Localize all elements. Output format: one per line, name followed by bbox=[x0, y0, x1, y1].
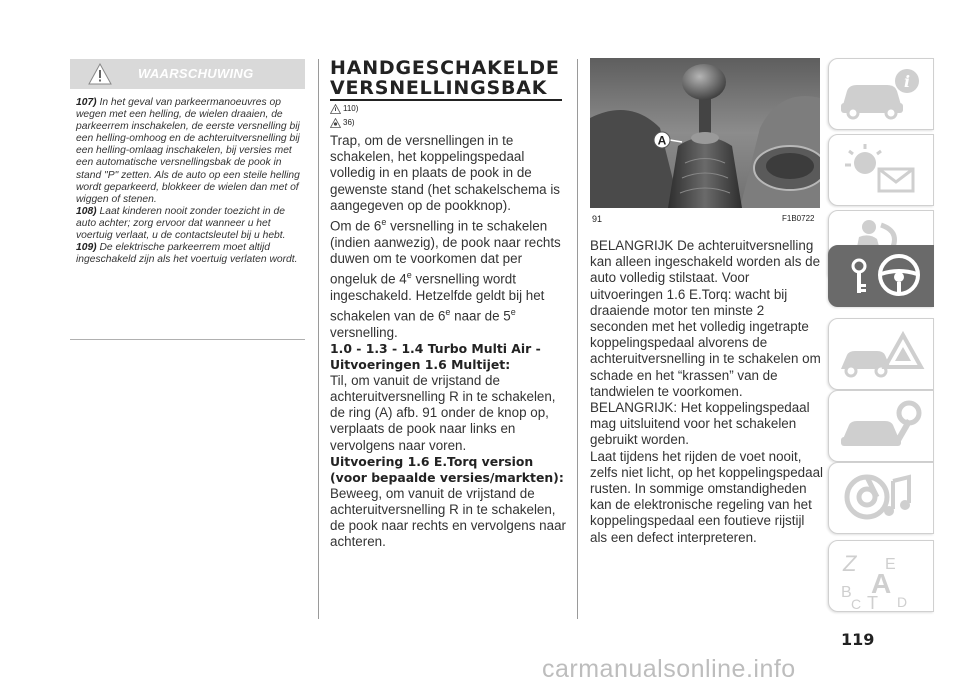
watermark: carmanualsonline.info bbox=[542, 655, 796, 683]
tab-multimedia[interactable] bbox=[828, 462, 934, 534]
maintenance-icon bbox=[837, 397, 927, 453]
section-title-line: VERSNELLINGSBAK bbox=[330, 77, 548, 99]
warning-item-text: Laat kinderen nooit zonder toezicht in de auto achter; zorg ervoor dat wanneer u het voertuig verlaat, u de contactsleutel bij u hebt. bbox=[76, 205, 286, 242]
warning-box bbox=[70, 89, 305, 340]
warning-lights-icon bbox=[837, 141, 927, 197]
subheading: Uitvoering 1.6 E.Torq version (voor bepaalde versies/markten): bbox=[330, 453, 564, 485]
warning-item-number: 107) bbox=[76, 97, 97, 108]
paragraph: Trap, om de versnellingen in te schakelen, het koppelingspedaal volledig in en plaats de pook in de gewenste stand (het schakelschema is aangegeven op de pookknop). bbox=[330, 133, 560, 213]
index-letter: C bbox=[851, 596, 862, 611]
column-divider bbox=[318, 59, 319, 619]
tab-emergency[interactable] bbox=[828, 318, 934, 390]
figure-code: F1B0722 bbox=[782, 214, 815, 223]
gear-lever-illustration bbox=[590, 58, 820, 208]
index-letter: A bbox=[871, 568, 892, 599]
warning-item-number: 108) bbox=[76, 205, 97, 217]
section-title bbox=[330, 58, 562, 98]
section-title-line: HANDGESCHAKELDE bbox=[330, 57, 560, 79]
warning-item bbox=[76, 242, 301, 266]
warning-triangle-icon bbox=[88, 63, 112, 85]
caution-reference bbox=[330, 118, 355, 128]
index-letter: D bbox=[897, 594, 908, 610]
index-letter: T bbox=[867, 593, 878, 611]
paragraph: BELANGRIJK De achteruitversnelling kan alleen ingeschakeld worden als de auto volledig stilstaat. Voor uitvoeringen 1.6 E.Torq: wacht bij draaiende motor ten minste 2 seconden met het volledig ingetrapte koppelingspedaal alvorens de achteruitversnelling in te schakelen om schade en het “krassen” van de tandwielen te voorkomen. bbox=[590, 238, 821, 399]
warning-text bbox=[76, 97, 301, 266]
emergency-icon bbox=[837, 325, 927, 381]
page-number: 119 bbox=[841, 630, 875, 649]
paragraph: Til, om vanuit de vrijstand de achteruitversnelling R in te schakelen, de ring (A) afb. 91 onder de knop op, verplaats de pook naar links en vervolgens naar voren. bbox=[330, 372, 556, 453]
title-underline bbox=[330, 99, 562, 101]
gear-lever-photo bbox=[590, 58, 820, 208]
index-letter: Z bbox=[843, 551, 857, 576]
warning-item bbox=[76, 206, 301, 242]
warning-title: WAARSCHUWING bbox=[138, 66, 254, 81]
index-icon bbox=[837, 547, 927, 611]
figure-number: 91 bbox=[592, 214, 603, 224]
warning-triangle-icon bbox=[330, 104, 341, 114]
paragraph: BELANGRIJK: Het koppelingspedaal mag uitsluitend voor het schakelen gebruikt worden. bbox=[590, 400, 810, 448]
paragraph: Beweeg, om vanuit de vrijstand de achteruitversnelling R in te schakelen, de pook naar rechts en vervolgens naar achteren. bbox=[330, 485, 566, 550]
tab-index[interactable] bbox=[828, 540, 934, 612]
caution-ref-number: 36) bbox=[343, 118, 355, 128]
tab-maintenance[interactable] bbox=[828, 390, 934, 462]
car-info-icon bbox=[837, 65, 927, 121]
section-body bbox=[330, 133, 566, 551]
svg-text:i: i bbox=[903, 72, 911, 91]
paragraph: Om de 6e versnelling in te schakelen (indien aanwezig), de pook naar rechts duwen om te voorkomen dat per ongeluk de 4e versnelling wordt ingeschakeld. Hetzelfde geldt bij het schakelen van de 6e naar de 5e versnelling. bbox=[330, 217, 561, 340]
column-divider bbox=[577, 59, 578, 619]
warning-ref-number: 110) bbox=[343, 104, 359, 114]
paragraph: Laat tijdens het rijden de voet nooit, zelfs niet licht, op het koppelingspedaal rusten. In sommige omstandigheden kan de elektronische regeling van het koppelingspedaal een foutieve rijstijl als een defect interpreteren. bbox=[590, 448, 824, 545]
right-column-body bbox=[590, 238, 824, 546]
tab-warning-lights[interactable] bbox=[828, 134, 934, 206]
warning-item-text: De elektrische parkeerrem moet altijd ingeschakeld zijn als het voertuig verlaten wordt. bbox=[76, 242, 298, 266]
warning-item-text: In het geval van parkeermanoeuvres op wegen met een helling, de wielen draaien, de parkeerrem inschakelen, de eerste versnelling bij een helling-omhoog en de achteruitversnelling bij een helling-omlaag inschakelen, bij versies met een automatische versnellingsbak de pook in stand "P" zetten. Als de auto op een steile helling wordt geparkeerd, blokkeer de wielen dan met of wiggen of stenen. bbox=[76, 97, 300, 205]
tab-car-info[interactable] bbox=[828, 58, 934, 130]
index-letter: B bbox=[841, 584, 852, 601]
tab-starting-driving[interactable] bbox=[828, 245, 934, 307]
callout-a-label: A bbox=[657, 133, 667, 148]
warning-reference bbox=[330, 104, 358, 114]
index-letter: E bbox=[885, 556, 896, 573]
warning-item bbox=[76, 97, 301, 206]
warning-header bbox=[70, 59, 305, 89]
multimedia-icon bbox=[837, 469, 927, 525]
subheading: 1.0 - 1.3 - 1.4 Turbo Multi Air - Uitvoeringen 1.6 Multijet: bbox=[330, 340, 541, 372]
warning-item-number: 109) bbox=[76, 242, 97, 254]
steering-key-icon bbox=[837, 250, 929, 300]
caution-triangle-icon bbox=[330, 118, 341, 128]
